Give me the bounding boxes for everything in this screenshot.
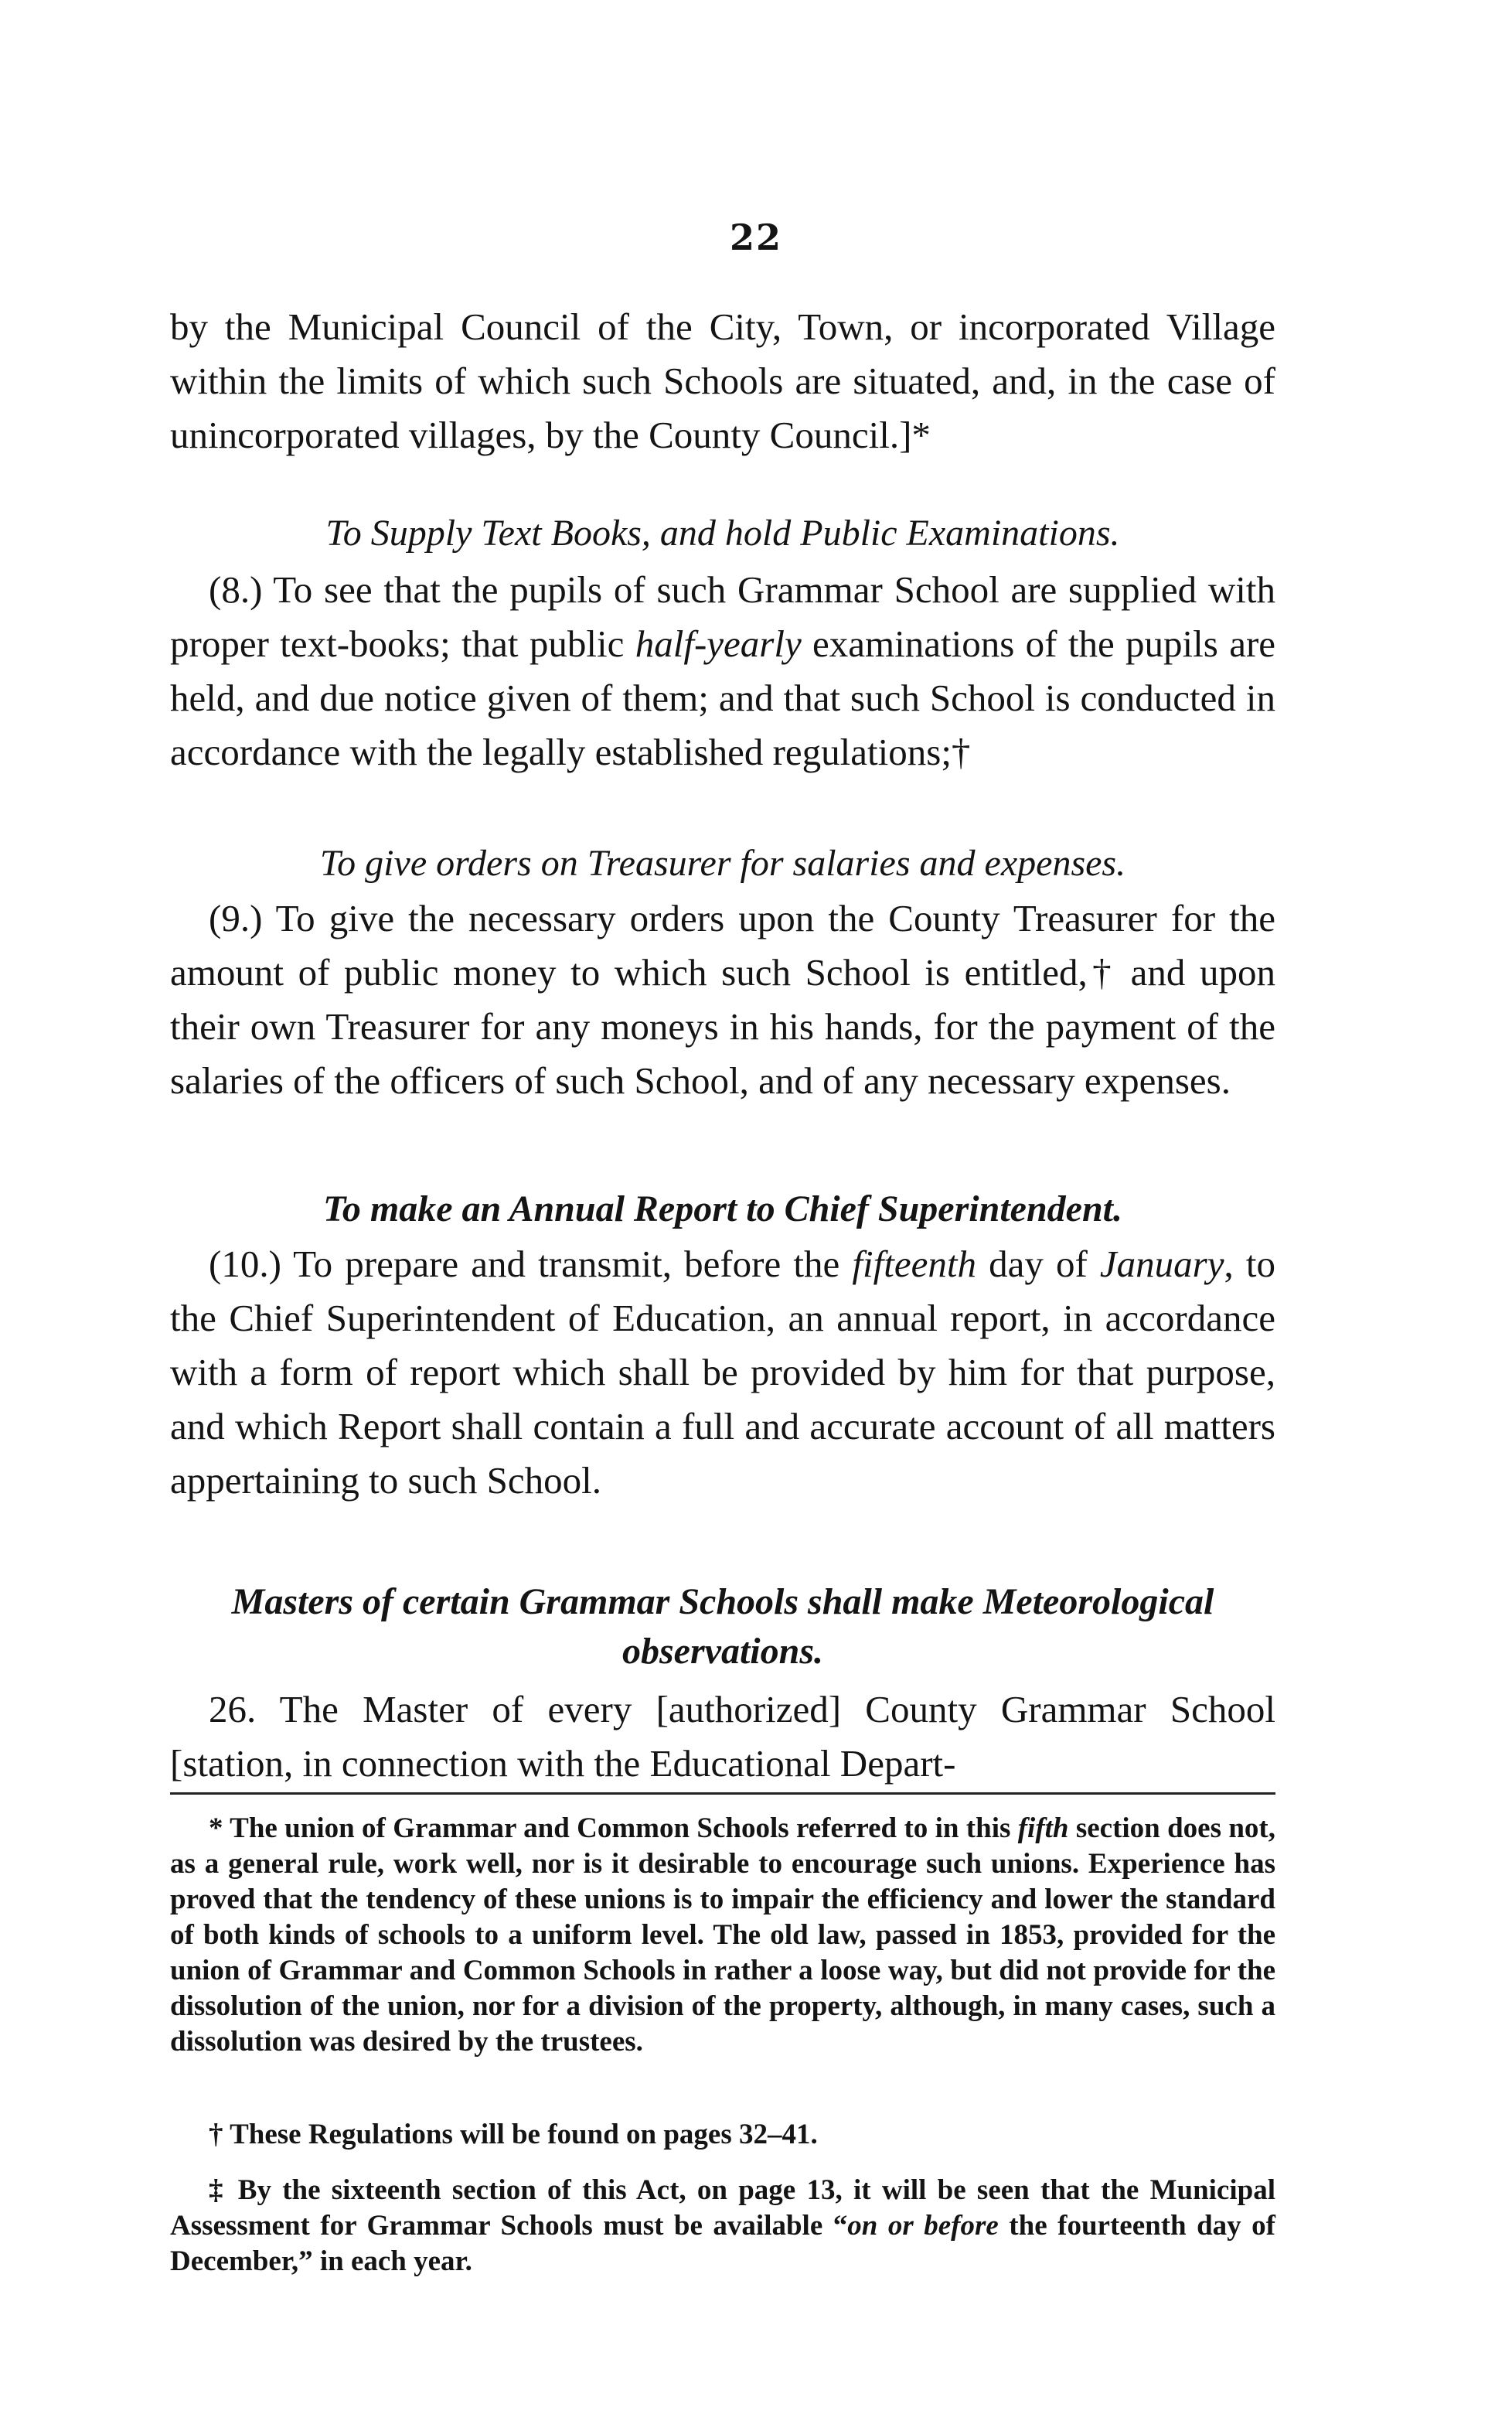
footnote-text xyxy=(170,1811,1275,2060)
footnote-dagger xyxy=(170,2117,1275,2153)
paragraph-9 xyxy=(170,892,1275,1108)
paragraph-text xyxy=(170,563,1275,779)
heading-text: To Supply Text Books, and hold Public Examinations. xyxy=(325,513,1120,554)
paragraph-text xyxy=(170,1237,1275,1508)
paragraph-text: 26. The Master of every [authorized] County Grammar School [station, in connection with the Educational Depart- xyxy=(170,1688,1275,1785)
text-run: , to the Chief Superintendent of Education, an annual report, in accordance with a form of report which shall be provided by him for that purpose, and which Report shall contain a full and accurate account of all matters appertaining to such School. xyxy=(170,1243,1275,1502)
text-run: (10.) To prepare and transmit, before the xyxy=(209,1243,853,1285)
paragraph-8 xyxy=(170,563,1275,779)
text-run: day of xyxy=(976,1243,1100,1285)
paragraph-text: by the Municipal Council of the City, Town, or incorporated Village within the limits of which such Schools are situated, and, in the case of unincorporated villages, by the County Council.]* xyxy=(170,305,1275,456)
text-run: * The union of Grammar and Common Schools referred to in this xyxy=(209,1812,1018,1844)
section-heading-text-books xyxy=(170,509,1275,558)
paragraph-text: (9.) To give the necessary orders upon the County Treasurer for the amount of public money to which such School is entitled,† and upon their own Treasurer for any moneys in his hands, for the payment of the salaries of the officers of such School, and of any necessary expenses. xyxy=(170,897,1275,1102)
footnote-divider xyxy=(170,1792,1275,1795)
footnote-double-dagger xyxy=(170,2173,1275,2279)
heading-text: Masters of certain Grammar Schools shall make Meteorological observations. xyxy=(231,1581,1214,1672)
text-run: examinations of the pupils are held, and due notice given of them; and that such School is conducted in accordance with the legally established regulations;† xyxy=(170,622,1276,773)
section-heading-meteorological xyxy=(170,1577,1275,1676)
italic-text-run: January xyxy=(1099,1243,1224,1285)
text-run: the fourteenth day of December,” in each year. xyxy=(170,2210,1275,2277)
section-heading-annual-report xyxy=(170,1185,1275,1234)
paragraph-10 xyxy=(170,1237,1275,1508)
footnote-text xyxy=(170,2173,1275,2279)
italic-text-run: on or before xyxy=(847,2210,999,2242)
text-run: (8.) To see that the pupils of such Grammar School are supplied with proper text-books; that public xyxy=(170,568,1275,665)
italic-text-run: fifth xyxy=(1017,1812,1069,1844)
footnote-text: † These Regulations will be found on pages 32–41. xyxy=(209,2119,818,2150)
section-heading-orders xyxy=(170,839,1275,888)
paragraph-26 xyxy=(170,1683,1275,1791)
heading-text: To give orders on Treasurer for salaries and expenses. xyxy=(319,843,1126,884)
page-number: 22 xyxy=(729,217,782,258)
text-run: ‡ By the sixteenth section of this Act, on page 13, it will be seen that the Municipal Assessment for Grammar Schools must be available “ xyxy=(170,2174,1275,2242)
heading-text: To make an Annual Report to Chief Superintendent. xyxy=(323,1188,1122,1229)
paragraph-continuation xyxy=(170,300,1275,462)
italic-text-run: fifteenth xyxy=(852,1243,976,1285)
text-run: section does not, as a general rule, work well, nor is it desirable to encourage such unions. Experience has proved that the tendency of these unions is to impair the efficiency and lower the standard of both kinds of schools to a uniform level. The old law, passed in 1853, provided for the union of Grammar and Common Schools in rather a loose way, but did not provide for the dissolution of the union, nor for a division of the property, although, in many cases, such a dissolution was desired by the trustees. xyxy=(170,1812,1275,2058)
footnote-asterisk xyxy=(170,1811,1275,2060)
italic-text-run: half-yearly xyxy=(635,622,802,665)
